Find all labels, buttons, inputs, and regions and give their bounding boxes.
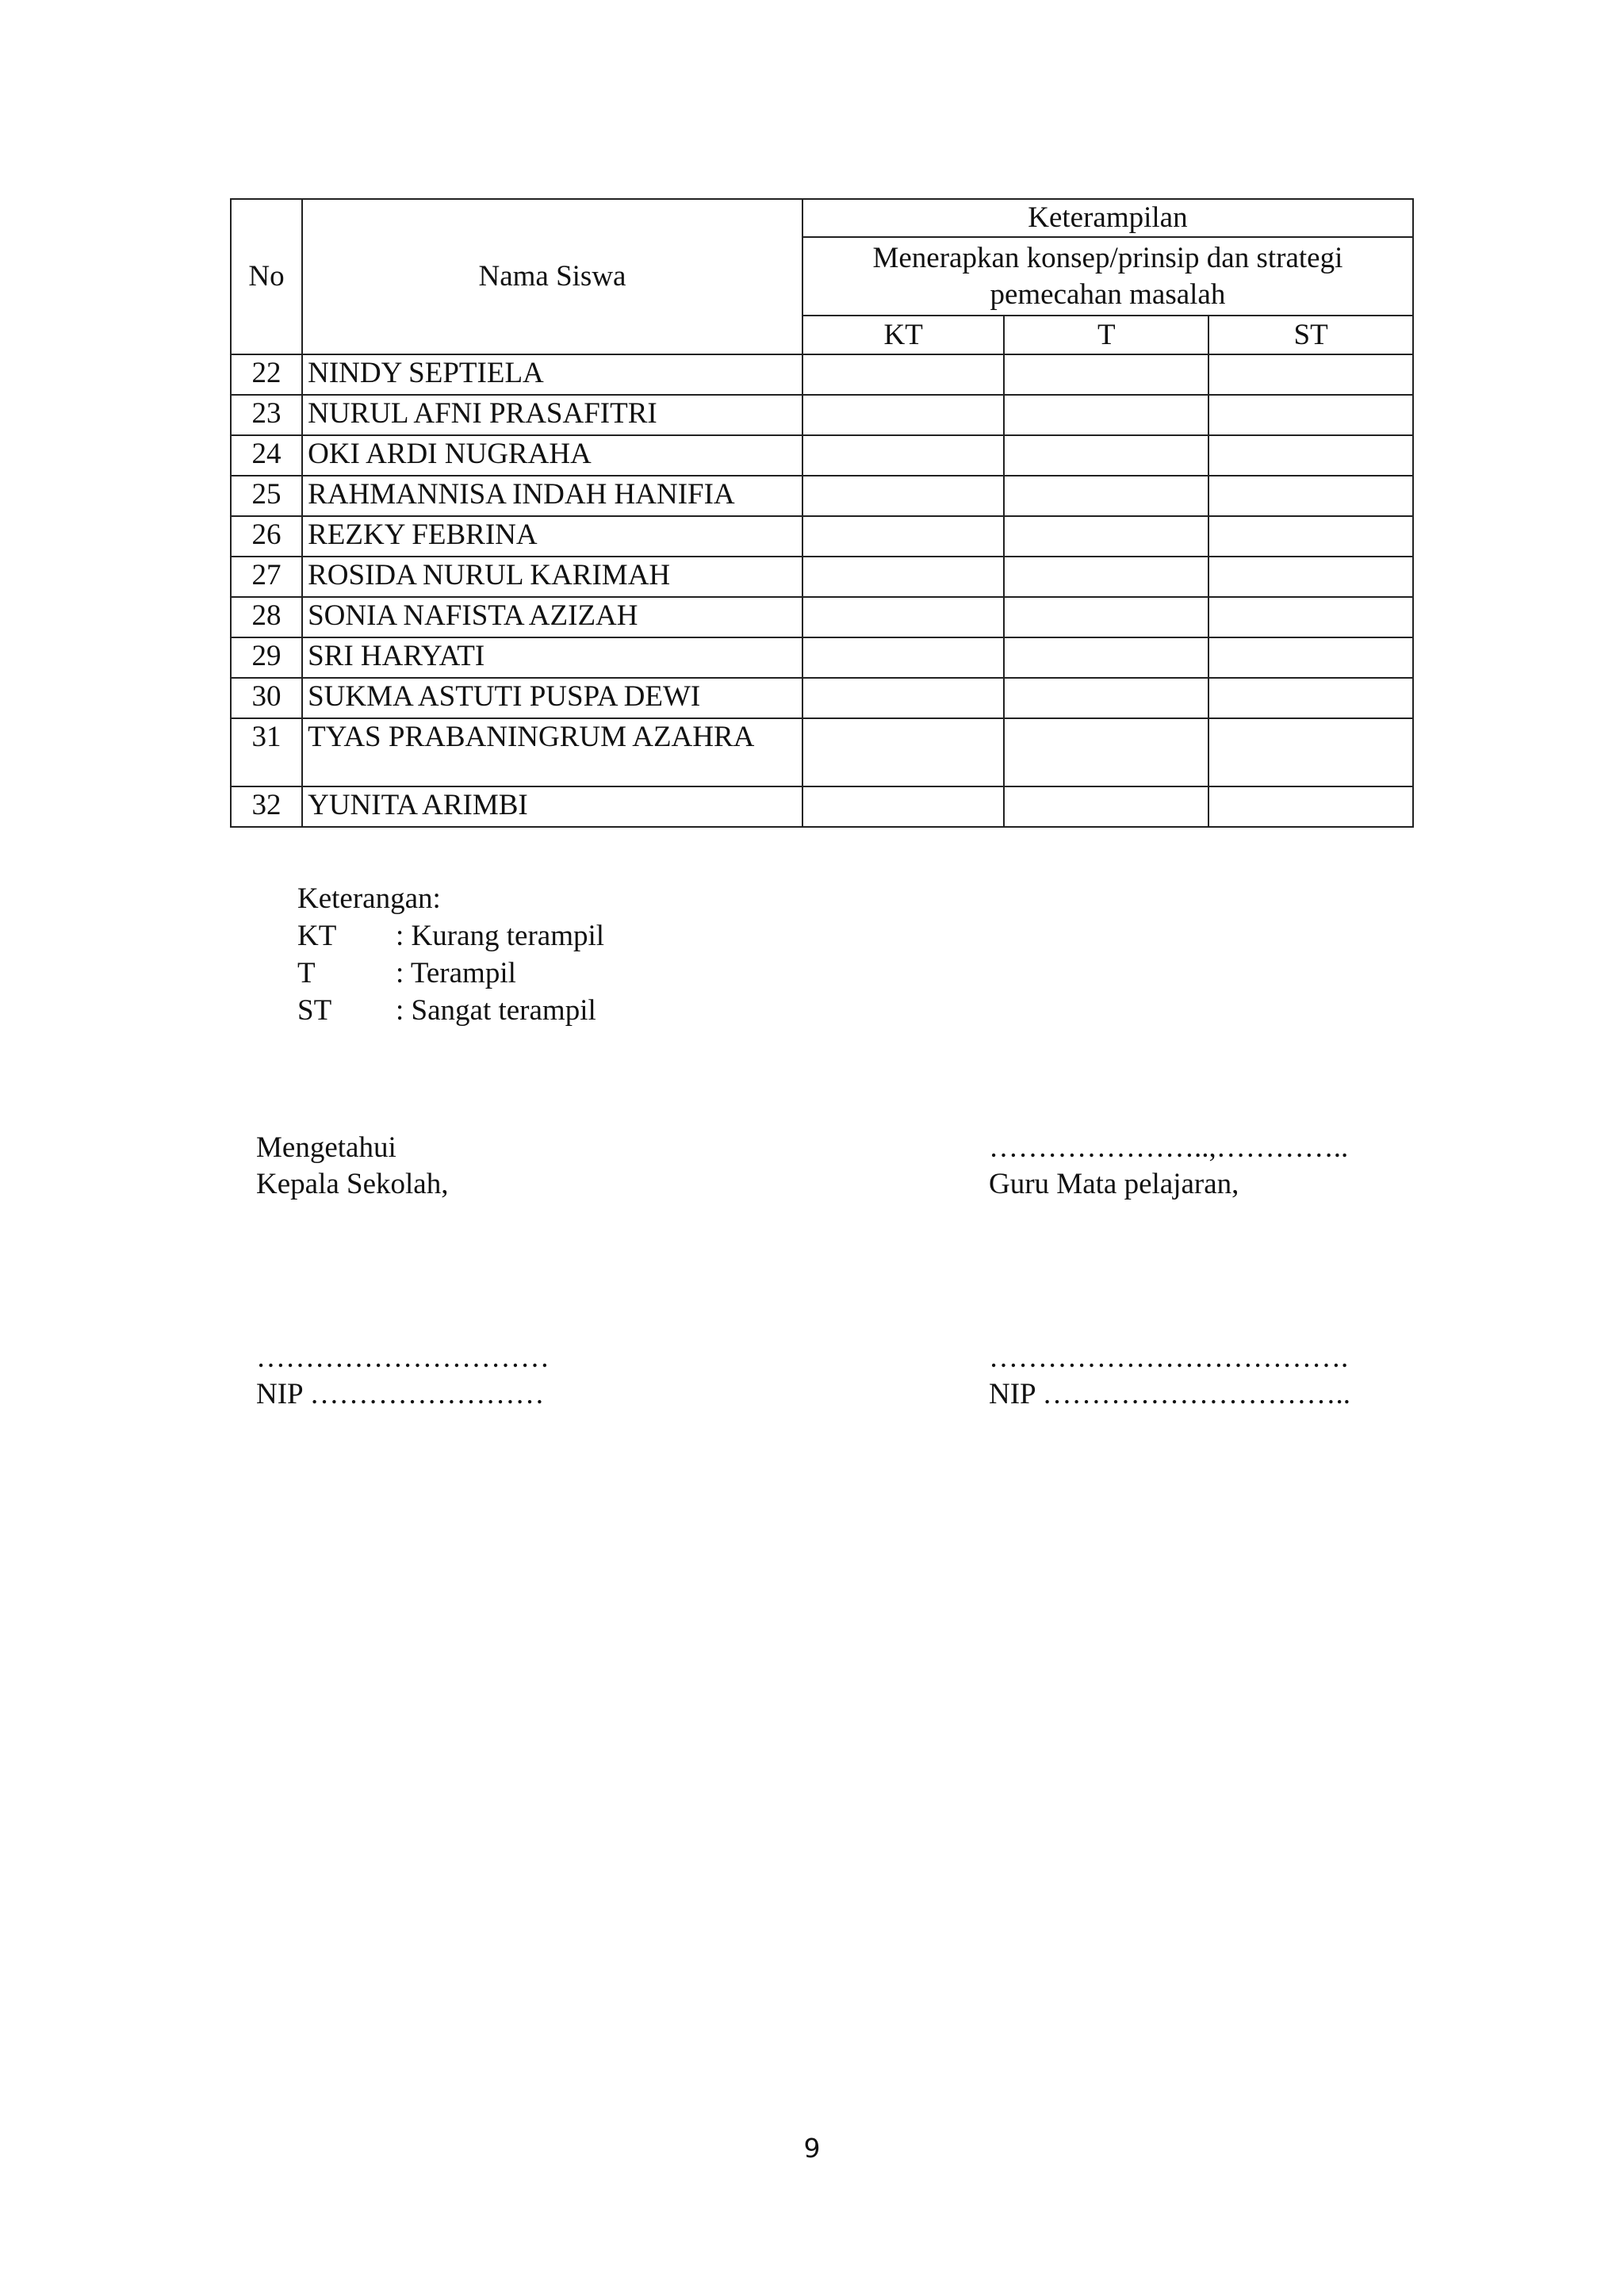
table-row	[231, 678, 1413, 718]
score-cell-st	[1208, 786, 1413, 827]
score-cell-st	[1208, 435, 1413, 476]
student-name: OKI ARDI NUGRAHA	[302, 435, 802, 476]
row-number: 31	[231, 718, 302, 786]
table-row	[231, 476, 1413, 516]
student-name: TYAS PRABANINGRUM AZAHRA	[302, 718, 802, 786]
score-cell-kt	[802, 786, 1005, 827]
signature-left-header	[256, 1130, 448, 1203]
score-cell-kt	[802, 718, 1005, 786]
score-cell-t	[1004, 516, 1208, 557]
score-cell-st	[1208, 395, 1413, 435]
row-number: 23	[231, 395, 302, 435]
score-cell-st	[1208, 597, 1413, 637]
score-cell-t	[1004, 557, 1208, 597]
row-number: 26	[231, 516, 302, 557]
signature-right-name: ……………………………….	[989, 1341, 1349, 1374]
header-st: ST	[1208, 316, 1413, 354]
student-assessment-table	[230, 198, 1414, 828]
score-cell-t	[1004, 637, 1208, 678]
header-name: Nama Siswa	[302, 199, 802, 354]
table-row	[231, 435, 1413, 476]
score-cell-st	[1208, 637, 1413, 678]
score-cell-t	[1004, 435, 1208, 476]
score-cell-st	[1208, 476, 1413, 516]
signature-left-footer	[256, 1340, 550, 1413]
score-cell-kt	[802, 395, 1005, 435]
student-name: REZKY FEBRINA	[302, 516, 802, 557]
row-number: 30	[231, 678, 302, 718]
row-number: 29	[231, 637, 302, 678]
score-cell-kt	[802, 516, 1005, 557]
row-number: 27	[231, 557, 302, 597]
score-cell-t	[1004, 395, 1208, 435]
table-row	[231, 354, 1413, 395]
signature-right-header	[989, 1130, 1348, 1203]
legend-desc: : Sangat terampil	[396, 994, 596, 1027]
student-name: YUNITA ARIMBI	[302, 786, 802, 827]
score-cell-kt	[802, 557, 1005, 597]
score-cell-t	[1004, 476, 1208, 516]
score-cell-st	[1208, 354, 1413, 395]
legend-key: KT	[297, 920, 337, 952]
score-cell-kt	[802, 637, 1005, 678]
signature-right-place-date: …………………..,…………..	[989, 1131, 1349, 1164]
score-cell-st	[1208, 678, 1413, 718]
legend-item	[297, 955, 604, 992]
table-row	[231, 395, 1413, 435]
table-row	[231, 637, 1413, 678]
signature-right-nip: NIP …………………………..	[989, 1378, 1350, 1410]
signature-left-nip: NIP ……………………	[256, 1378, 545, 1410]
row-number: 25	[231, 476, 302, 516]
score-cell-t	[1004, 786, 1208, 827]
student-name: SRI HARYATI	[302, 637, 802, 678]
row-number: 28	[231, 597, 302, 637]
score-cell-kt	[802, 476, 1005, 516]
score-cell-t	[1004, 678, 1208, 718]
table-row	[231, 718, 1413, 786]
legend-key: ST	[297, 994, 332, 1027]
score-cell-t	[1004, 597, 1208, 637]
signature-right-role: Guru Mata pelajaran,	[989, 1168, 1239, 1200]
header-no: No	[231, 199, 302, 354]
signature-right-footer	[989, 1340, 1350, 1413]
student-name: SUKMA ASTUTI PUSPA DEWI	[302, 678, 802, 718]
score-cell-st	[1208, 718, 1413, 786]
score-cell-st	[1208, 557, 1413, 597]
legend-desc: : Terampil	[396, 957, 516, 989]
score-cell-t	[1004, 354, 1208, 395]
score-cell-kt	[802, 435, 1005, 476]
score-cell-kt	[802, 678, 1005, 718]
legend-desc: : Kurang terampil	[396, 920, 605, 952]
student-name: RAHMANNISA INDAH HANIFIA	[302, 476, 802, 516]
row-number: 22	[231, 354, 302, 395]
score-cell-st	[1208, 516, 1413, 557]
header-t: T	[1004, 316, 1208, 354]
student-name: SONIA NAFISTA AZIZAH	[302, 597, 802, 637]
table-row	[231, 557, 1413, 597]
student-name: NINDY SEPTIELA	[302, 354, 802, 395]
row-number: 32	[231, 786, 302, 827]
student-name: ROSIDA NURUL KARIMAH	[302, 557, 802, 597]
score-cell-kt	[802, 597, 1005, 637]
page-number: 9	[803, 2133, 821, 2164]
row-number: 24	[231, 435, 302, 476]
table-row	[231, 516, 1413, 557]
score-cell-t	[1004, 718, 1208, 786]
table-row	[231, 597, 1413, 637]
header-kt: KT	[802, 316, 1005, 354]
legend-key: T	[297, 957, 316, 989]
header-keterampilan: Keterampilan	[802, 199, 1413, 237]
legend-item	[297, 917, 604, 955]
legend	[297, 880, 604, 1029]
legend-item	[297, 992, 604, 1029]
header-skill-description: Menerapkan konsep/prinsip dan strategi pemecahan masalah	[802, 237, 1413, 316]
signature-left-role: Kepala Sekolah,	[256, 1168, 449, 1200]
signature-left-label: Mengetahui	[256, 1131, 396, 1164]
legend-title: Keterangan:	[297, 882, 441, 915]
student-name: NURUL AFNI PRASAFITRI	[302, 395, 802, 435]
score-cell-kt	[802, 354, 1005, 395]
table-row	[231, 786, 1413, 827]
signature-left-name: …………………………	[256, 1341, 550, 1374]
